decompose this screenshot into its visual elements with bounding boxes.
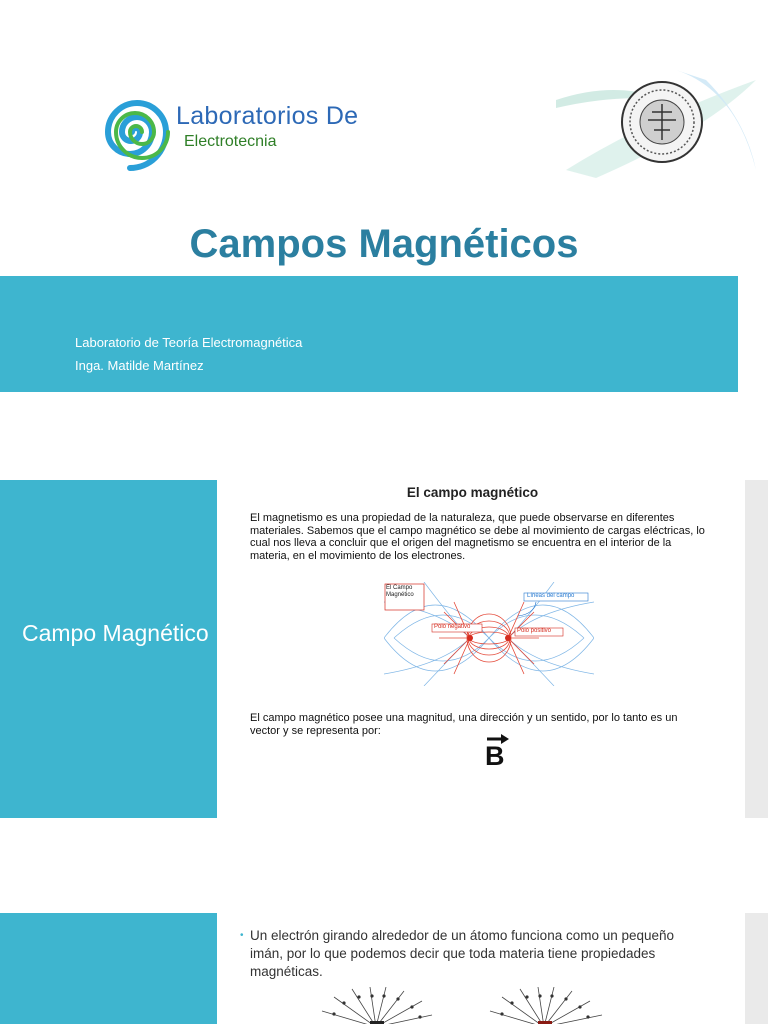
vector-paragraph: El campo magnético posee una magnitud, una dirección y un sentido, por lo tanto es un vector y se representa por:: [250, 712, 678, 737]
diagram-label-field: El Campo Magnético: [386, 585, 414, 598]
slide-heading: El campo magnético: [406, 485, 539, 500]
vector-b-symbol: [484, 734, 510, 772]
side-panel: [0, 480, 217, 818]
subtitle-band: [0, 276, 738, 392]
content-slide-campo: [0, 480, 768, 818]
title-slide: [0, 0, 768, 450]
course-name: Laboratorio de Teoría Electromagnética: [75, 335, 303, 350]
right-strip: [745, 480, 768, 818]
bullet-text: Un electrón girando alrededor de un átomo funciona como un pequeño imán, por lo que podemos decir que toda materia tiene propiedades magnéticas.: [250, 928, 675, 979]
bullet-dot-icon: •: [240, 930, 244, 941]
vector-letter: B: [485, 741, 505, 771]
right-strip: [745, 913, 768, 1024]
bullet-item: [240, 927, 710, 981]
spiral-logo-icon: [86, 86, 416, 178]
logo-subtitle: Electrotecnia: [184, 133, 277, 150]
diagram-label-pos: Polo positivo: [517, 628, 552, 634]
logo-title: Laboratorios De: [176, 102, 359, 130]
side-title: Campo Magnético: [22, 620, 209, 646]
electron-magnet-illustration: [312, 987, 672, 1024]
author-name: Inga. Matilde Martínez: [75, 358, 204, 373]
university-seal-icon: [556, 60, 768, 180]
side-panel: [0, 913, 217, 1024]
intro-paragraph: El magnetismo es una propiedad de la naturaleza, que puede observarse en diferentes materiales. Sabemos que el campo magnético se debe al movimiento de cargas eléctricas, lo cual nos lleva a concluir que el origen del magnetismo se encuentra en el interior de la materia, en el movimiento de los electrones.: [250, 512, 705, 562]
diagram-label-lines: Líneas del campo: [527, 593, 575, 599]
diagram-label-neg: Polo negativo: [434, 624, 471, 630]
presentation-title: Campos Magnéticos: [189, 222, 579, 266]
content-slide-electron: [0, 913, 768, 1024]
